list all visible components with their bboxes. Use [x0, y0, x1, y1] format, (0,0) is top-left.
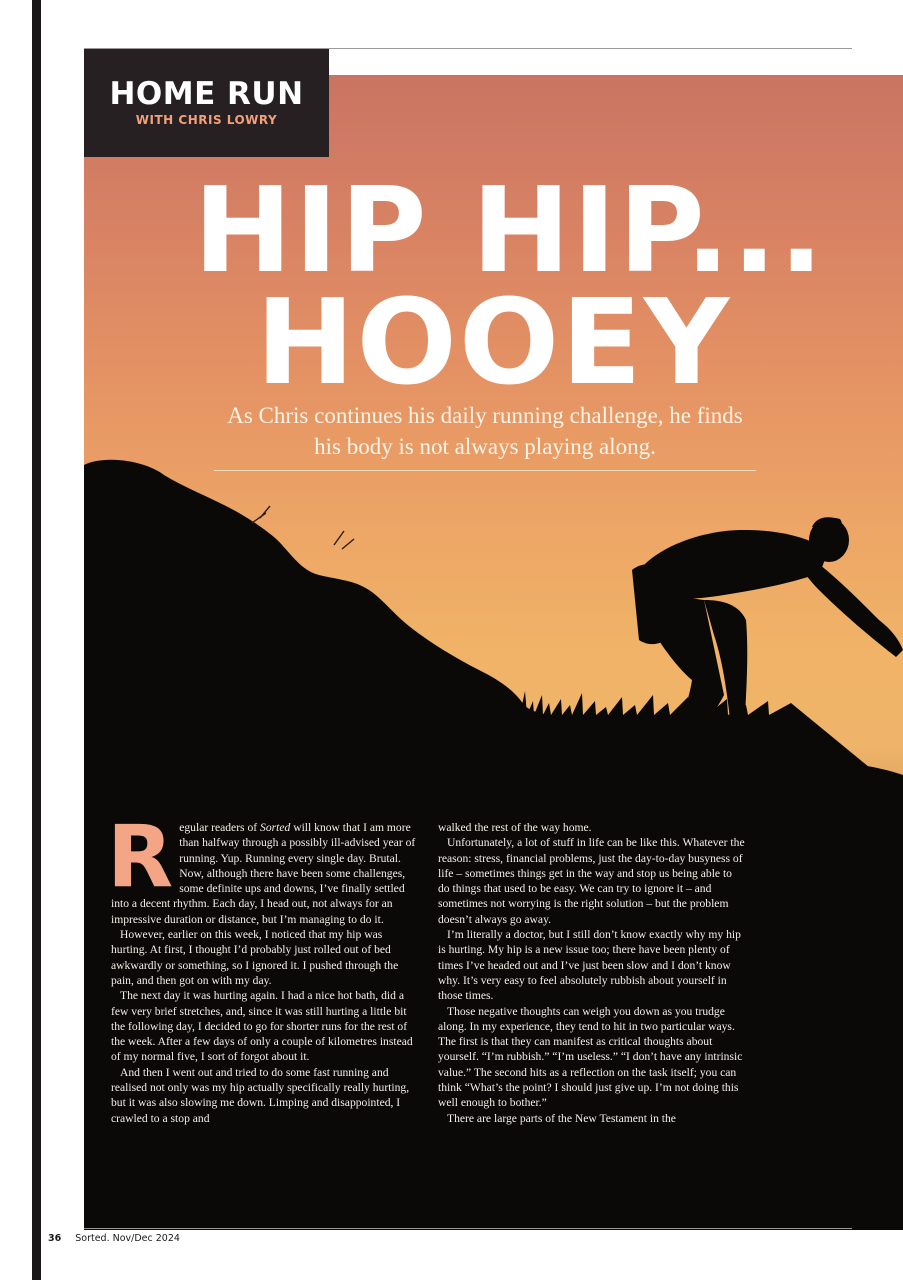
section-subtitle: WITH CHRIS LOWRY — [135, 113, 278, 127]
article-paragraph: walked the rest of the way home. — [438, 821, 592, 834]
page-footer — [48, 1233, 180, 1244]
article-paragraph: And then I went out and tried to do some fast running and realised not only was my hip actually specifically really hurting, but it was also slowing me down. Limping and disappointed, I crawled to a stop and — [111, 1065, 410, 1125]
paragraph-text: egular readers of — [179, 821, 261, 834]
article-paragraph: Unfortunately, a lot of stuff in life can be like this. Whatever the reason: stress, financial problems, just the day-to-day busyness of life – sometimes things get in the way and stop us being able to do things that used to be easy. We can try to ignore it – and sometimes not worrying is the right solution – but the problem doesn’t always go away. — [438, 836, 745, 926]
bottom-rule — [84, 1228, 852, 1229]
article-paragraph — [107, 807, 419, 927]
article-paragraph: Those negative thoughts can weigh you down as you trudge along. In my experience, they tend to hit in two particular ways. The first is that they can manifest as critical thoughts about yourself. “I’m rubbish.” “I’m useless.” “I don’t have any intrinsic value.” The second hits as a reflection on the task itself; you can think “What’s the point? I should just give up. I’m not doing this well enough to bother.” — [438, 1004, 743, 1110]
article-column-right — [438, 820, 746, 1126]
headline-line-1: HIP HIP... — [193, 161, 826, 299]
paragraph-text: will know that I am more than halfway through a possibly ill-advised year of running. Yup. Running every single day. Brutal. Now, although there have been some challenges, some definite ups and downs, I’ve finally settled into a decent rhythm. Each day, I head out, not always for an impressive duration or distance, but I’m managing to do it. — [111, 821, 416, 926]
headline-line-2: HOOEY — [255, 273, 732, 411]
dropcap: R — [107, 807, 174, 907]
section-tag — [84, 49, 329, 157]
article-paragraph: However, earlier on this week, I noticed that my hip was hurting. At first, I thought I’d probably just rolled out of bed awkwardly or something, so I ignored it. I pushed through the pain, and then got on with my day. — [111, 928, 399, 987]
article-paragraph: There are large parts of the New Testament in the — [447, 1111, 676, 1125]
page-spine-bar — [32, 0, 41, 1280]
standfirst: As Chris continues his daily running challenge, he finds his body is not always playing along. — [227, 403, 743, 459]
magazine-name-italic: Sorted — [260, 821, 291, 834]
publication-issue: Sorted. Nov/Dec 2024 — [75, 1233, 180, 1244]
article-column-left — [107, 807, 419, 1126]
article-paragraph: I’m literally a doctor, but I still don’t know exactly why my hip is hurting. My hip is a new issue too; there have been plenty of times I’ve headed out and I’ve just been slow and I don’t know why. It’s very easy to feel absolutely rubbish about yourself in those times. — [438, 928, 741, 1003]
section-title: HOME RUN — [109, 76, 304, 112]
standfirst-rule — [214, 470, 756, 471]
article-paragraph: The next day it was hurting again. I had a nice hot bath, did a few very brief stretches, and, since it was still hurting a little bit the following day, I decided to go for shorter runs for the rest of the week. After a few days of only a couple of kilometres instead of my normal five, I sort of forgot about it. — [111, 989, 413, 1064]
page-number: 36 — [48, 1233, 62, 1244]
